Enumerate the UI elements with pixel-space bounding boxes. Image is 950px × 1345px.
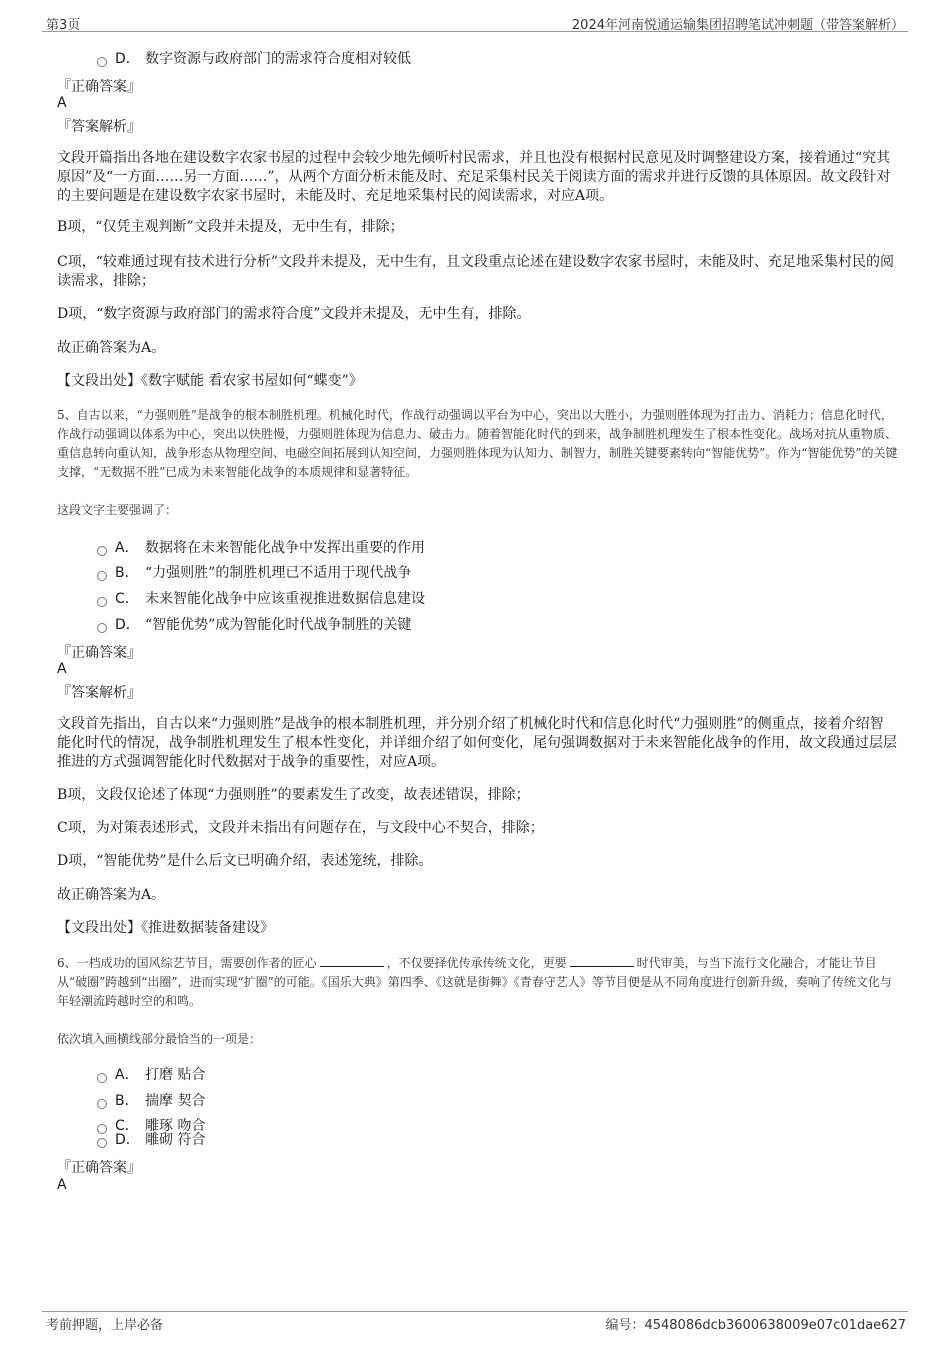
q4-analysis-paragraph: D项，“数字资源与政府部门的需求符合度”文段并未提及，无中生有，排除。 <box>57 306 531 322</box>
q5-option-c[interactable]: C． 未来智能化战争中应该重视推进数据信息建设 <box>97 588 425 608</box>
header-divider <box>42 31 908 32</box>
q5-answer-label: 『正确答案』 <box>57 645 141 661</box>
q4-analysis-paragraph: B项，“仅凭主观判断”文段并未提及，无中生有，排除； <box>57 219 404 235</box>
page-number: 第3页 <box>46 18 81 33</box>
q4-source: 【文段出处】《数字赋能 看农家书屋如何“蝶变”》 <box>57 373 363 389</box>
q6-answer: A <box>57 1177 67 1193</box>
radio-icon[interactable] <box>97 57 107 67</box>
q5-analysis-paragraph: C项，为对策表述形式，文段并未指出有问题存在，与文段中心不契合，排除； <box>57 820 544 836</box>
document-title: 2024年河南悦通运输集团招聘笔试冲刺题（带答案解析） <box>571 18 904 33</box>
radio-icon[interactable] <box>97 571 107 581</box>
radio-icon[interactable] <box>97 1099 107 1109</box>
q4-analysis-paragraph: 文段开篇指出各地在建设数字农家书屋的过程中会较少地先倾听村民需求，并且也没有根据村民意见及时调整建设方案，接着通过“究其原因”及“一方面……另一方面……”，从两个方面分析未能及时、充足采集村民关于阅读方面的需求并进行反馈的具体原因。故文段针对的主要问题是在建设数字农家书屋时，未能及时、充足地采集村民的阅读需求，对应A项。 <box>57 150 891 204</box>
q6-prompt: 依次填入画横线部分最恰当的一项是： <box>57 1032 262 1046</box>
fill-blank-1 <box>320 954 384 967</box>
q4-answer-label: 『正确答案』 <box>57 79 141 95</box>
q5-answer: A <box>57 661 67 677</box>
q5-stem: 5、自古以来，“力强则胜”是战争的根本制胜机理。机械化时代，作战行动强调以平台为中心，突出以大胜小，力强则胜体现为打击力、消耗力；信息化时代，作战行动强调以体系为中心，突出以快胜慢，力强则胜体现为信息力、破击力。随着智能化时代的到来，战争制胜机理发生了根本性变化。战场对抗从重物质、重信息转向重认知，战争形态从物理空间、电磁空间拓展到认知空间，力强则胜体现为认知力、制智力，制胜关键要素转向“智能优势”。作为“智能优势”的关键支撑，“无数据不胜”已成为未来智能化战争的本质规律和显著特征。 <box>57 408 898 479</box>
q6-option-b[interactable]: B． 揣摩 契合 <box>97 1090 205 1110</box>
q5-analysis-paragraph: 文段首先指出，自古以来“力强则胜”是战争的根本制胜机理，并分别介绍了机械化时代和信息化时代“力强则胜”的侧重点，接着介绍智能化时代的情况，战争制胜机理发生了根本性变化，并详细介绍了如何变化，尾句强调数据对于未来智能化战争的作用，故文段通过层层推进的方式强调智能化时代数据对于战争的重要性，对应A项。 <box>57 716 897 770</box>
footer-slogan: 考前押题，上岸必备 <box>46 1318 164 1333</box>
fill-blank-2 <box>570 954 634 967</box>
radio-icon[interactable] <box>97 1073 107 1083</box>
q6-stem: 6、一档成功的国风综艺节目，需要创作者的匠心 ，不仅要择优传承传统文化，更要 时代审美，与当下流行文化融合，才能让节目从“破圈”跨越到“出圈”，进而实现“扩圈”的可能。《国乐大典》第四季、《这就是街舞》《青春守艺人》等节目便是从不同角度进行创新升级，奏响了传统文化与年轻潮流跨越时空的和鸣。 <box>57 956 892 1008</box>
q4-analysis-paragraph: C项，“较难通过现有技术进行分析”文段并未提及，无中生有，且文段重点论述在建设数字农家书屋时，未能及时、充足地采集村民的阅读需求，排除； <box>57 254 895 289</box>
q5-option-d[interactable]: D． “智能优势”成为智能化时代战争制胜的关键 <box>97 614 411 634</box>
q5-analysis-paragraph: D项，“智能优势”是什么后文已明确介绍，表述笼统，排除。 <box>57 853 433 869</box>
q5-option-b[interactable]: B． “力强则胜”的制胜机理已不适用于现代战争 <box>97 562 411 582</box>
q5-analysis-paragraph: B项，文段仅论述了体现“力强则胜”的要素发生了改变，故表述错误，排除； <box>57 787 530 803</box>
q5-analysis-conclusion: 故正确答案为A。 <box>57 887 166 903</box>
q6-option-d[interactable]: D． 雕砌 符合 <box>97 1129 205 1149</box>
q6-option-a[interactable]: A． 打磨 贴合 <box>97 1064 205 1084</box>
q5-source: 【文段出处】《推进数据装备建设》 <box>57 920 274 936</box>
radio-icon[interactable] <box>97 623 107 633</box>
q4-answer: A <box>57 95 67 111</box>
radio-icon[interactable] <box>97 546 107 556</box>
document-id: 编号：4548086dcb3600638009e07c01dae627 <box>605 1318 906 1333</box>
q4-option-d[interactable]: D． 数字资源与政府部门的需求符合度相对较低 <box>97 48 411 68</box>
q5-analysis-label: 『答案解析』 <box>57 685 141 701</box>
q4-analysis-label: 『答案解析』 <box>57 119 141 135</box>
q5-prompt: 这段文字主要强调了： <box>57 503 178 517</box>
q6-answer-label: 『正确答案』 <box>57 1160 141 1176</box>
radio-icon[interactable] <box>97 597 107 607</box>
q4-analysis-conclusion: 故正确答案为A。 <box>57 340 166 356</box>
radio-icon[interactable] <box>97 1138 107 1148</box>
footer-divider <box>42 1311 908 1312</box>
q5-option-a[interactable]: A． 数据将在未来智能化战争中发挥出重要的作用 <box>97 537 425 557</box>
q6-option-c[interactable]: C． 雕琢 吻合 <box>97 1115 205 1135</box>
